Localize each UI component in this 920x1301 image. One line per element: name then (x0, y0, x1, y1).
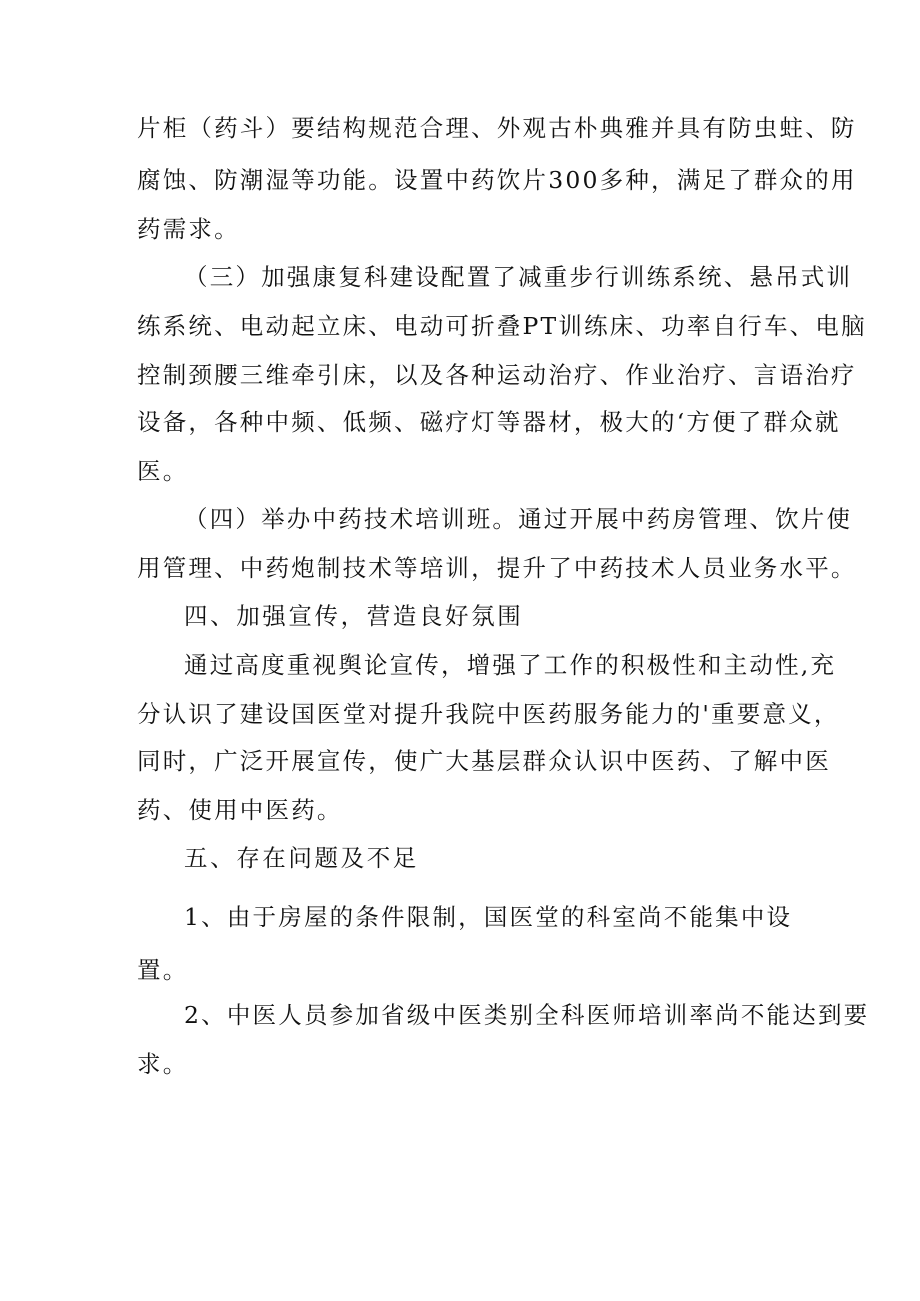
paragraph-line: 同时，广泛开展宣传，使广大基层群众认识中医药、了解中医 (137, 747, 831, 775)
section-heading: 五、存在问题及不足 (184, 844, 419, 872)
paragraph-line: 药需求。 (137, 215, 240, 243)
paragraph-line: 置。 (137, 956, 189, 984)
paragraph-line: 求。 (137, 1050, 189, 1078)
paragraph-line: （四）举办中药技术培训班。通过开展中药房管理、饮片使 (184, 505, 853, 533)
paragraph-line: 用管理、中药炮制技术等培训，提升了中药技术人员业务水平。 (137, 554, 857, 582)
paragraph-line: 片柜（药斗）要结构规范合理、外观古朴典雅并具有防虫蛀、防 (137, 114, 857, 142)
paragraph-line: 设备，各种中频、低频、磁疗灯等器材，极大的‘方便了群众就 (137, 408, 841, 436)
paragraph-line: 腐蚀、防潮湿等功能。设置中药饮片300多种，满足了群众的用 (137, 166, 857, 194)
section-heading: 四、加强宣传，营造良好氛围 (184, 602, 524, 630)
paragraph-line: 2、中医人员参加省级中医类别全科医师培训率尚不能达到要 (184, 1001, 870, 1029)
paragraph-line: 分认识了建设国医堂对提升我院中医药服务能力的'重要意义， (137, 700, 840, 728)
paragraph-line: 1、由于房屋的条件限制，国医堂的科室尚不能集中设 (184, 903, 793, 931)
paragraph-line: （三）加强康复科建设配置了减重步行训练系统、悬吊式训 (184, 263, 853, 291)
paragraph-line: 控制颈腰三维牵引床，以及各种运动治疗、作业治疗、言语治疗 (137, 361, 857, 389)
paragraph-line: 医。 (137, 457, 189, 485)
paragraph-line: 练系统、电动起立床、电动可折叠PT训练床、功率自行车、电脑 (137, 312, 867, 340)
paragraph-line: 药、使用中医药。 (137, 796, 343, 824)
paragraph-line: 通过高度重视舆论宣传，增强了工作的积极性和主动性,充 (184, 651, 837, 679)
